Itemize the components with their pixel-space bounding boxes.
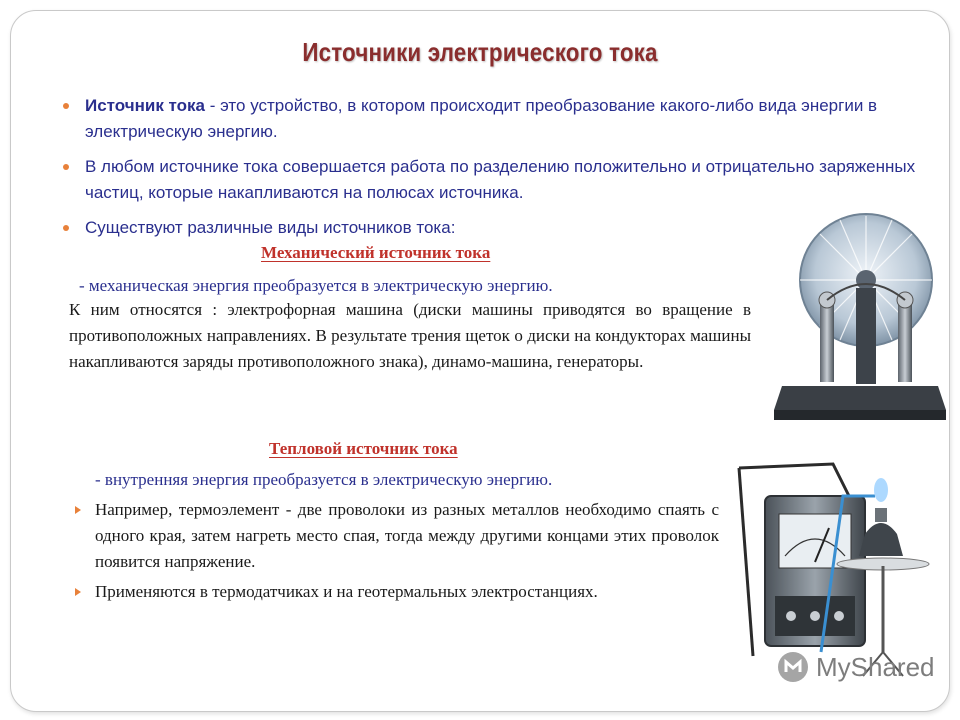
thermal-item-text: Например, термоэлемент - две проволоки из разных металлов необходимо спаять с одного края, затем нагреть место спая, тогда между другими концами этих проволок появится напряжение. [95, 500, 719, 571]
bullet-item [63, 154, 923, 206]
watermark-text: MyShared [816, 651, 935, 682]
mechanical-description: - механическая энергия преобразуется в электрическую энергию. [79, 276, 553, 295]
bullet-dot-icon [63, 225, 69, 231]
bullet-term: Источник тока [85, 96, 206, 115]
arrow-bullet-icon [75, 588, 81, 596]
thermal-heading: Тепловой источник тока [269, 439, 458, 458]
mechanical-heading: Механический источник тока [261, 243, 491, 262]
myshared-logo-icon [776, 650, 810, 684]
bullet-dot-icon [63, 103, 69, 109]
thermal-list [73, 497, 719, 609]
thermal-list-item [73, 579, 719, 605]
thermal-description: - внутренняя энергия преобразуется в электрическую энергию. [95, 470, 553, 489]
watermark [776, 650, 935, 684]
thermal-list-item [73, 497, 719, 575]
mechanical-body: К ним относятся : электрофорная машина (диски машины приводятся во вращение в противоположных направлениях. В результате трения щеток о диски на кондукторах машины накапливаются заряды противоположного знака), динамо-машина, генераторы. [69, 300, 751, 371]
bullet-text: Существуют различные виды источников тока: [85, 218, 456, 237]
bullet-text: - это устройство, в котором происходит преобразование какого-либо вида энергии в электрическую энергию. [85, 96, 878, 141]
slide-title: Источники электрического тока [302, 37, 658, 67]
bullet-item [63, 93, 923, 145]
electrophore-machine-image [770, 208, 950, 428]
arrow-bullet-icon [75, 506, 81, 514]
bullet-text: В любом источнике тока совершается работа по разделению положительно и отрицательно заряженных частиц, которые накапливаются на полюсах источника. [85, 157, 916, 202]
bullet-dot-icon [63, 164, 69, 170]
thermal-item-text: Применяются в термодатчиках и на геотермальных электростанциях. [95, 582, 598, 601]
